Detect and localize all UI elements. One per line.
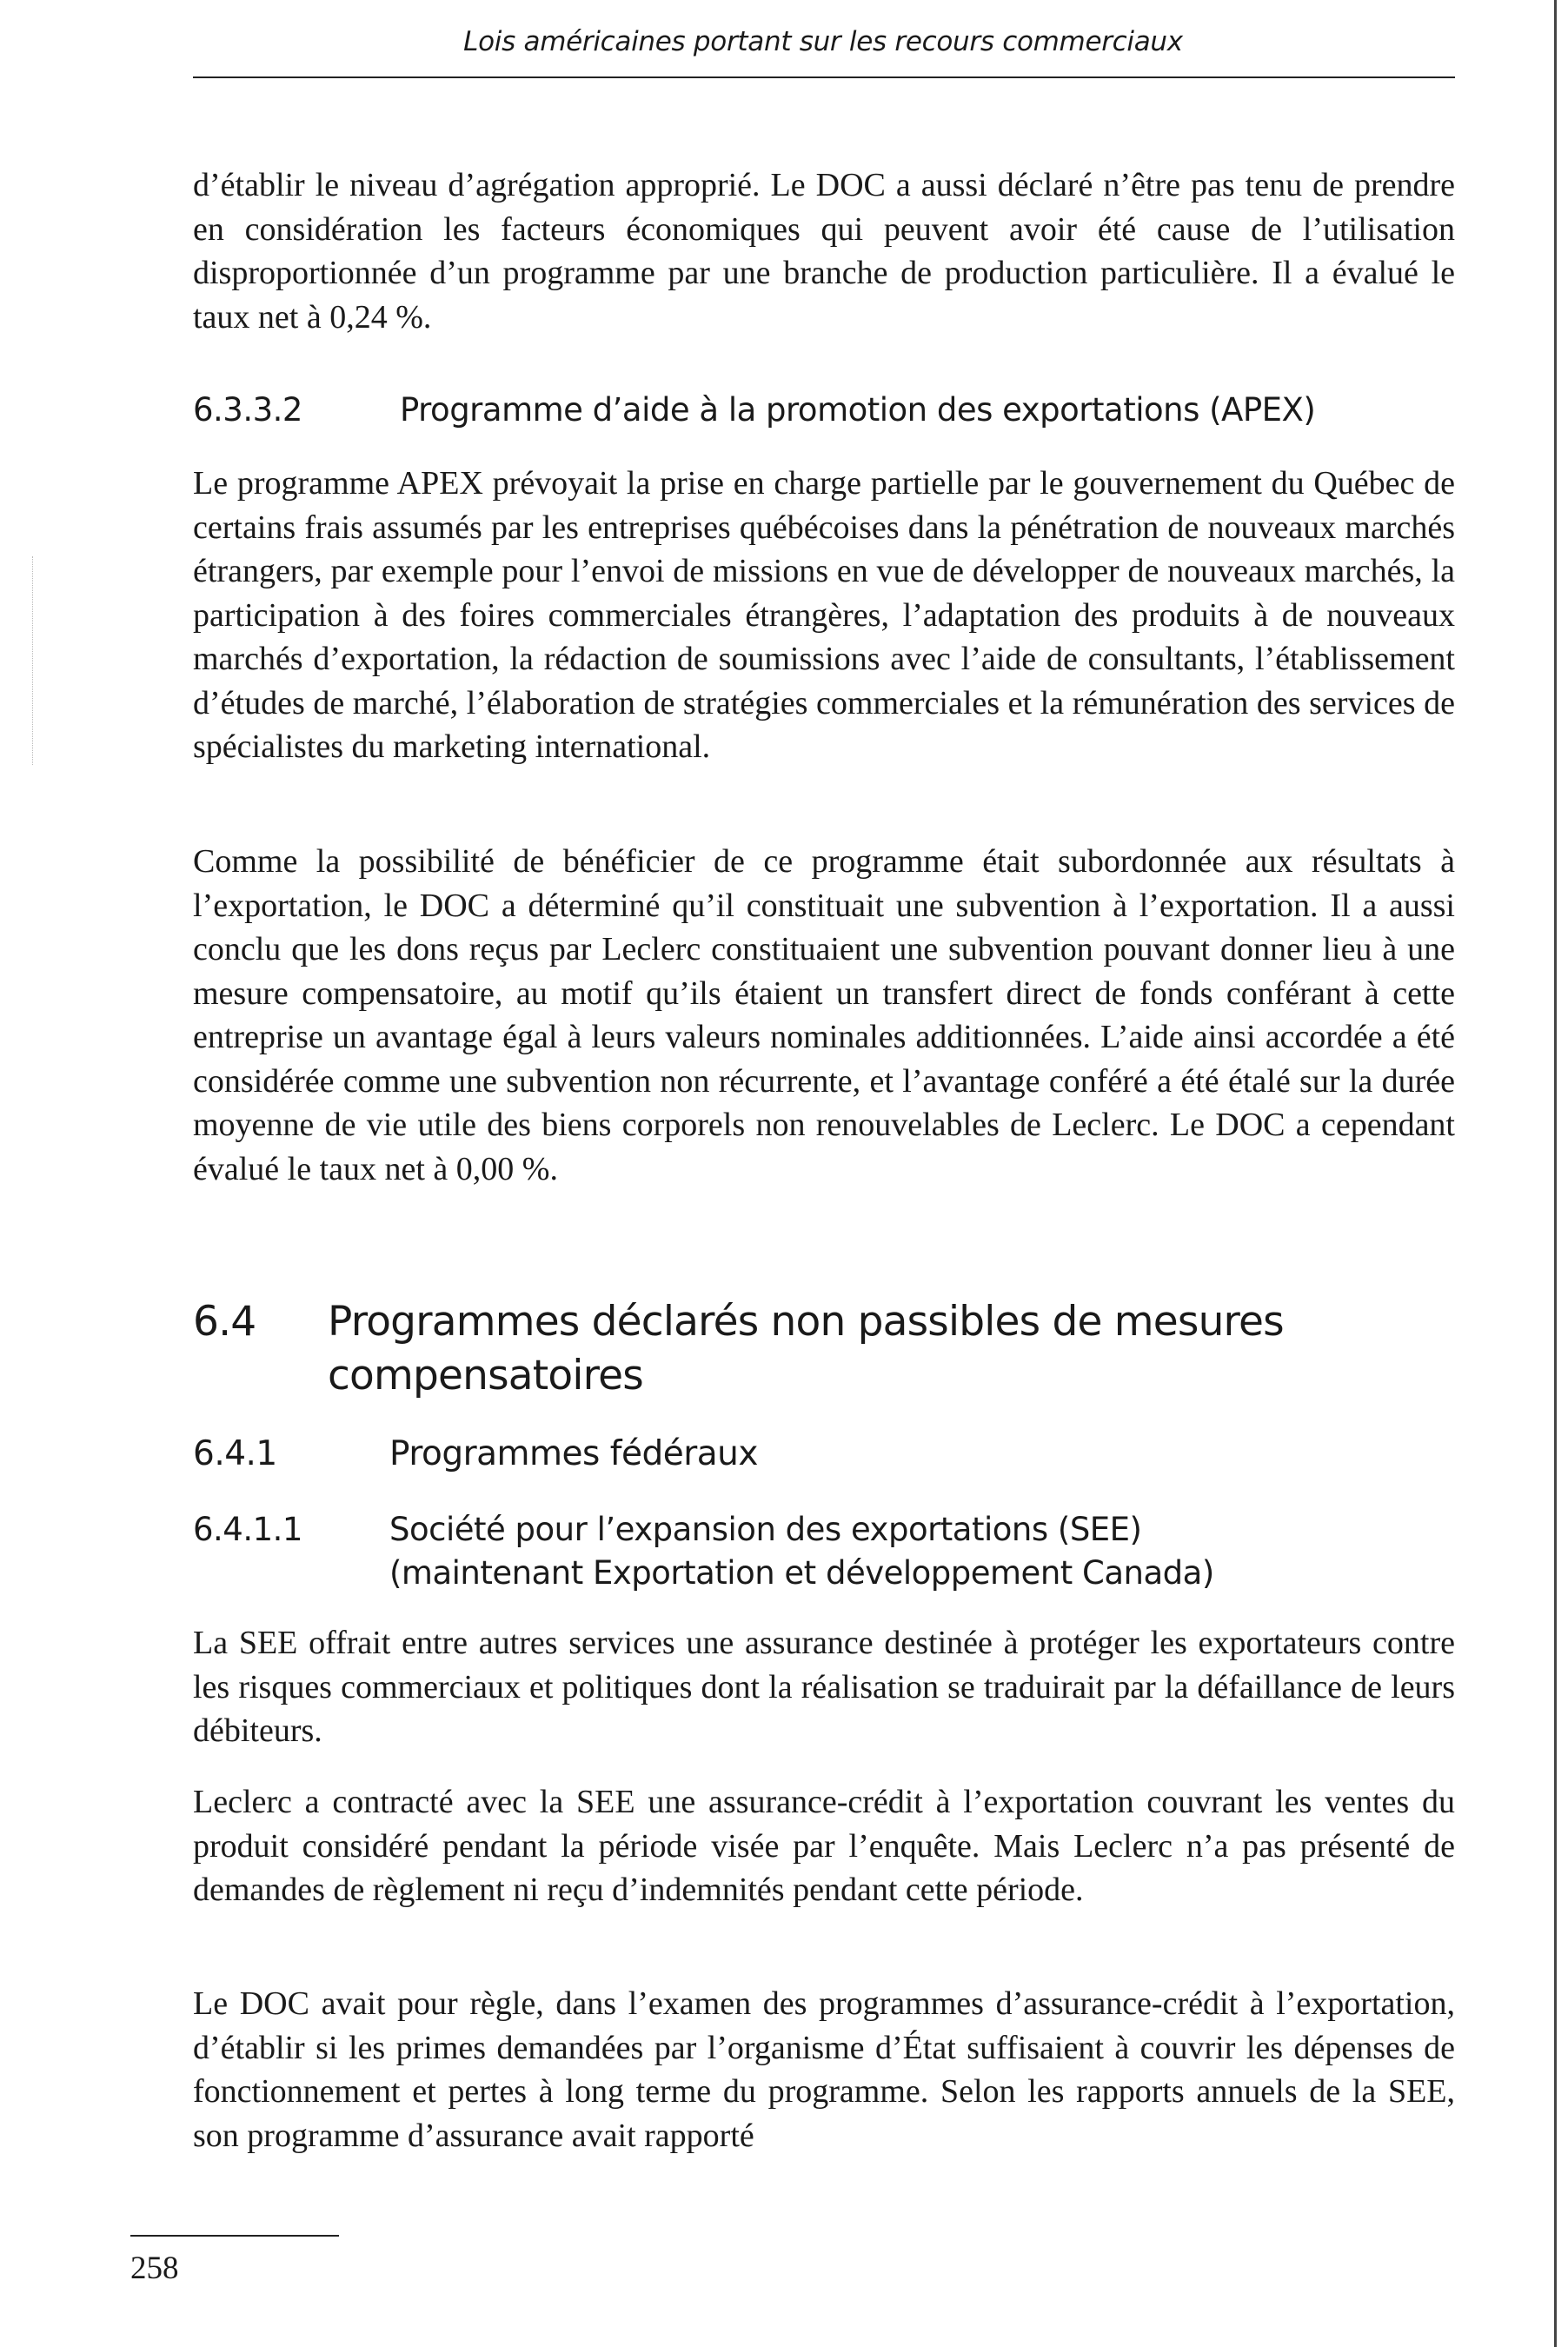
scan-margin-mark (32, 556, 33, 765)
section-title (389, 1508, 1441, 1595)
section-title: Programmes fédéraux (389, 1434, 758, 1473)
paragraph: d’établir le niveau d’agrégation approprié. Le DOC a aussi déclaré n’être pas tenu de prendre en considération les facteurs économiques qui peuvent avoir été cause de l’utilisation disproportionnée d’un programme par une branche de production particulière. Il a évalué le taux net à 0,24 %. (193, 167, 1455, 336)
page-edge-shadow (1554, 0, 1557, 2347)
paragraph: Comme la possibilité de bénéficier de ce programme était subordonnée aux résultats à l’exportation, le DOC a déterminé qu’il constituait une subvention à l’exportation. Il a aussi conclu que les dons reçus par Leclerc constituaient une subvention pouvant donner lieu à une mesure compensatoire, au motif qu’ils étaient un transfert direct de fonds conférant à cette entreprise un avantage égal à leurs valeurs nominales additionnées. L’aide ainsi accordée a été considérée comme une subvention non récurrente, et l’avantage conféré a été étalé sur la durée moyenne de vie utile des biens corporels non renouvelables de Leclerc. Le DOC a cependant évalué le taux net à 0,00 %. (193, 843, 1455, 1187)
section-title-line-1: Société pour l’expansion des exportations (SEE) (389, 1511, 1142, 1548)
section-title-line-2: (maintenant Exportation et développement Canada) (389, 1554, 1214, 1592)
section-number: 6.4 (193, 1298, 256, 1346)
section-title (328, 1295, 1440, 1403)
footer-rule (130, 2235, 339, 2237)
page-number: 258 (130, 2251, 179, 2286)
paragraph: Le DOC avait pour règle, dans l’examen des programmes d’assurance-crédit à l’exportation, d’établir si les primes demandées par l’organisme d’État suffisaient à couvrir les dépenses de fonctionnement et pertes à long terme du programme. Selon les rapports annuels de la SEE, son programme d’assurance avait rapporté (193, 1985, 1455, 2154)
paragraph: Leclerc a contracté avec la SEE une assurance-crédit à l’exportation couvrant les ventes du produit considéré pendant la période visée par l’enquête. Mais Leclerc n’a pas présenté de demandes de règlement ni reçu d’indemnités pendant cette période. (193, 1784, 1455, 1908)
section-number: 6.4.1.1 (193, 1511, 302, 1548)
section-title: Programme d’aide à la promotion des exportations (APEX) (400, 391, 1316, 429)
paragraph: La SEE offrait entre autres services une assurance destinée à protéger les exportateurs contre les risques commerciaux et politiques dont la réalisation se traduirait par la défaillance de leurs débiteurs. (193, 1625, 1455, 1749)
header-rule (193, 76, 1455, 78)
section-number: 6.4.1 (193, 1434, 277, 1473)
section-number: 6.3.3.2 (193, 391, 302, 429)
running-head: Lois américaines portant sur les recours commerciaux (463, 26, 1183, 57)
section-title-line-2: compensatoires (328, 1352, 643, 1400)
paragraph: Le programme APEX prévoyait la prise en charge partielle par le gouvernement du Québec de certains frais assumés par les entreprises québécoises dans la pénétration de nouveaux marchés étrangers, par exemple pour l’envoi de missions en vue de développer de nouveaux marchés, la participation à des foires commerciales étrangères, l’adaptation des produits à de nouveaux marchés d’exportation, la rédaction de soumissions avec l’aide de consultants, l’établissement d’études de marché, l’élaboration de stratégies commerciales et la rémunération des services de spécialistes du marketing international. (193, 465, 1455, 765)
section-title-line-1: Programmes déclarés non passibles de mesures (328, 1298, 1284, 1346)
